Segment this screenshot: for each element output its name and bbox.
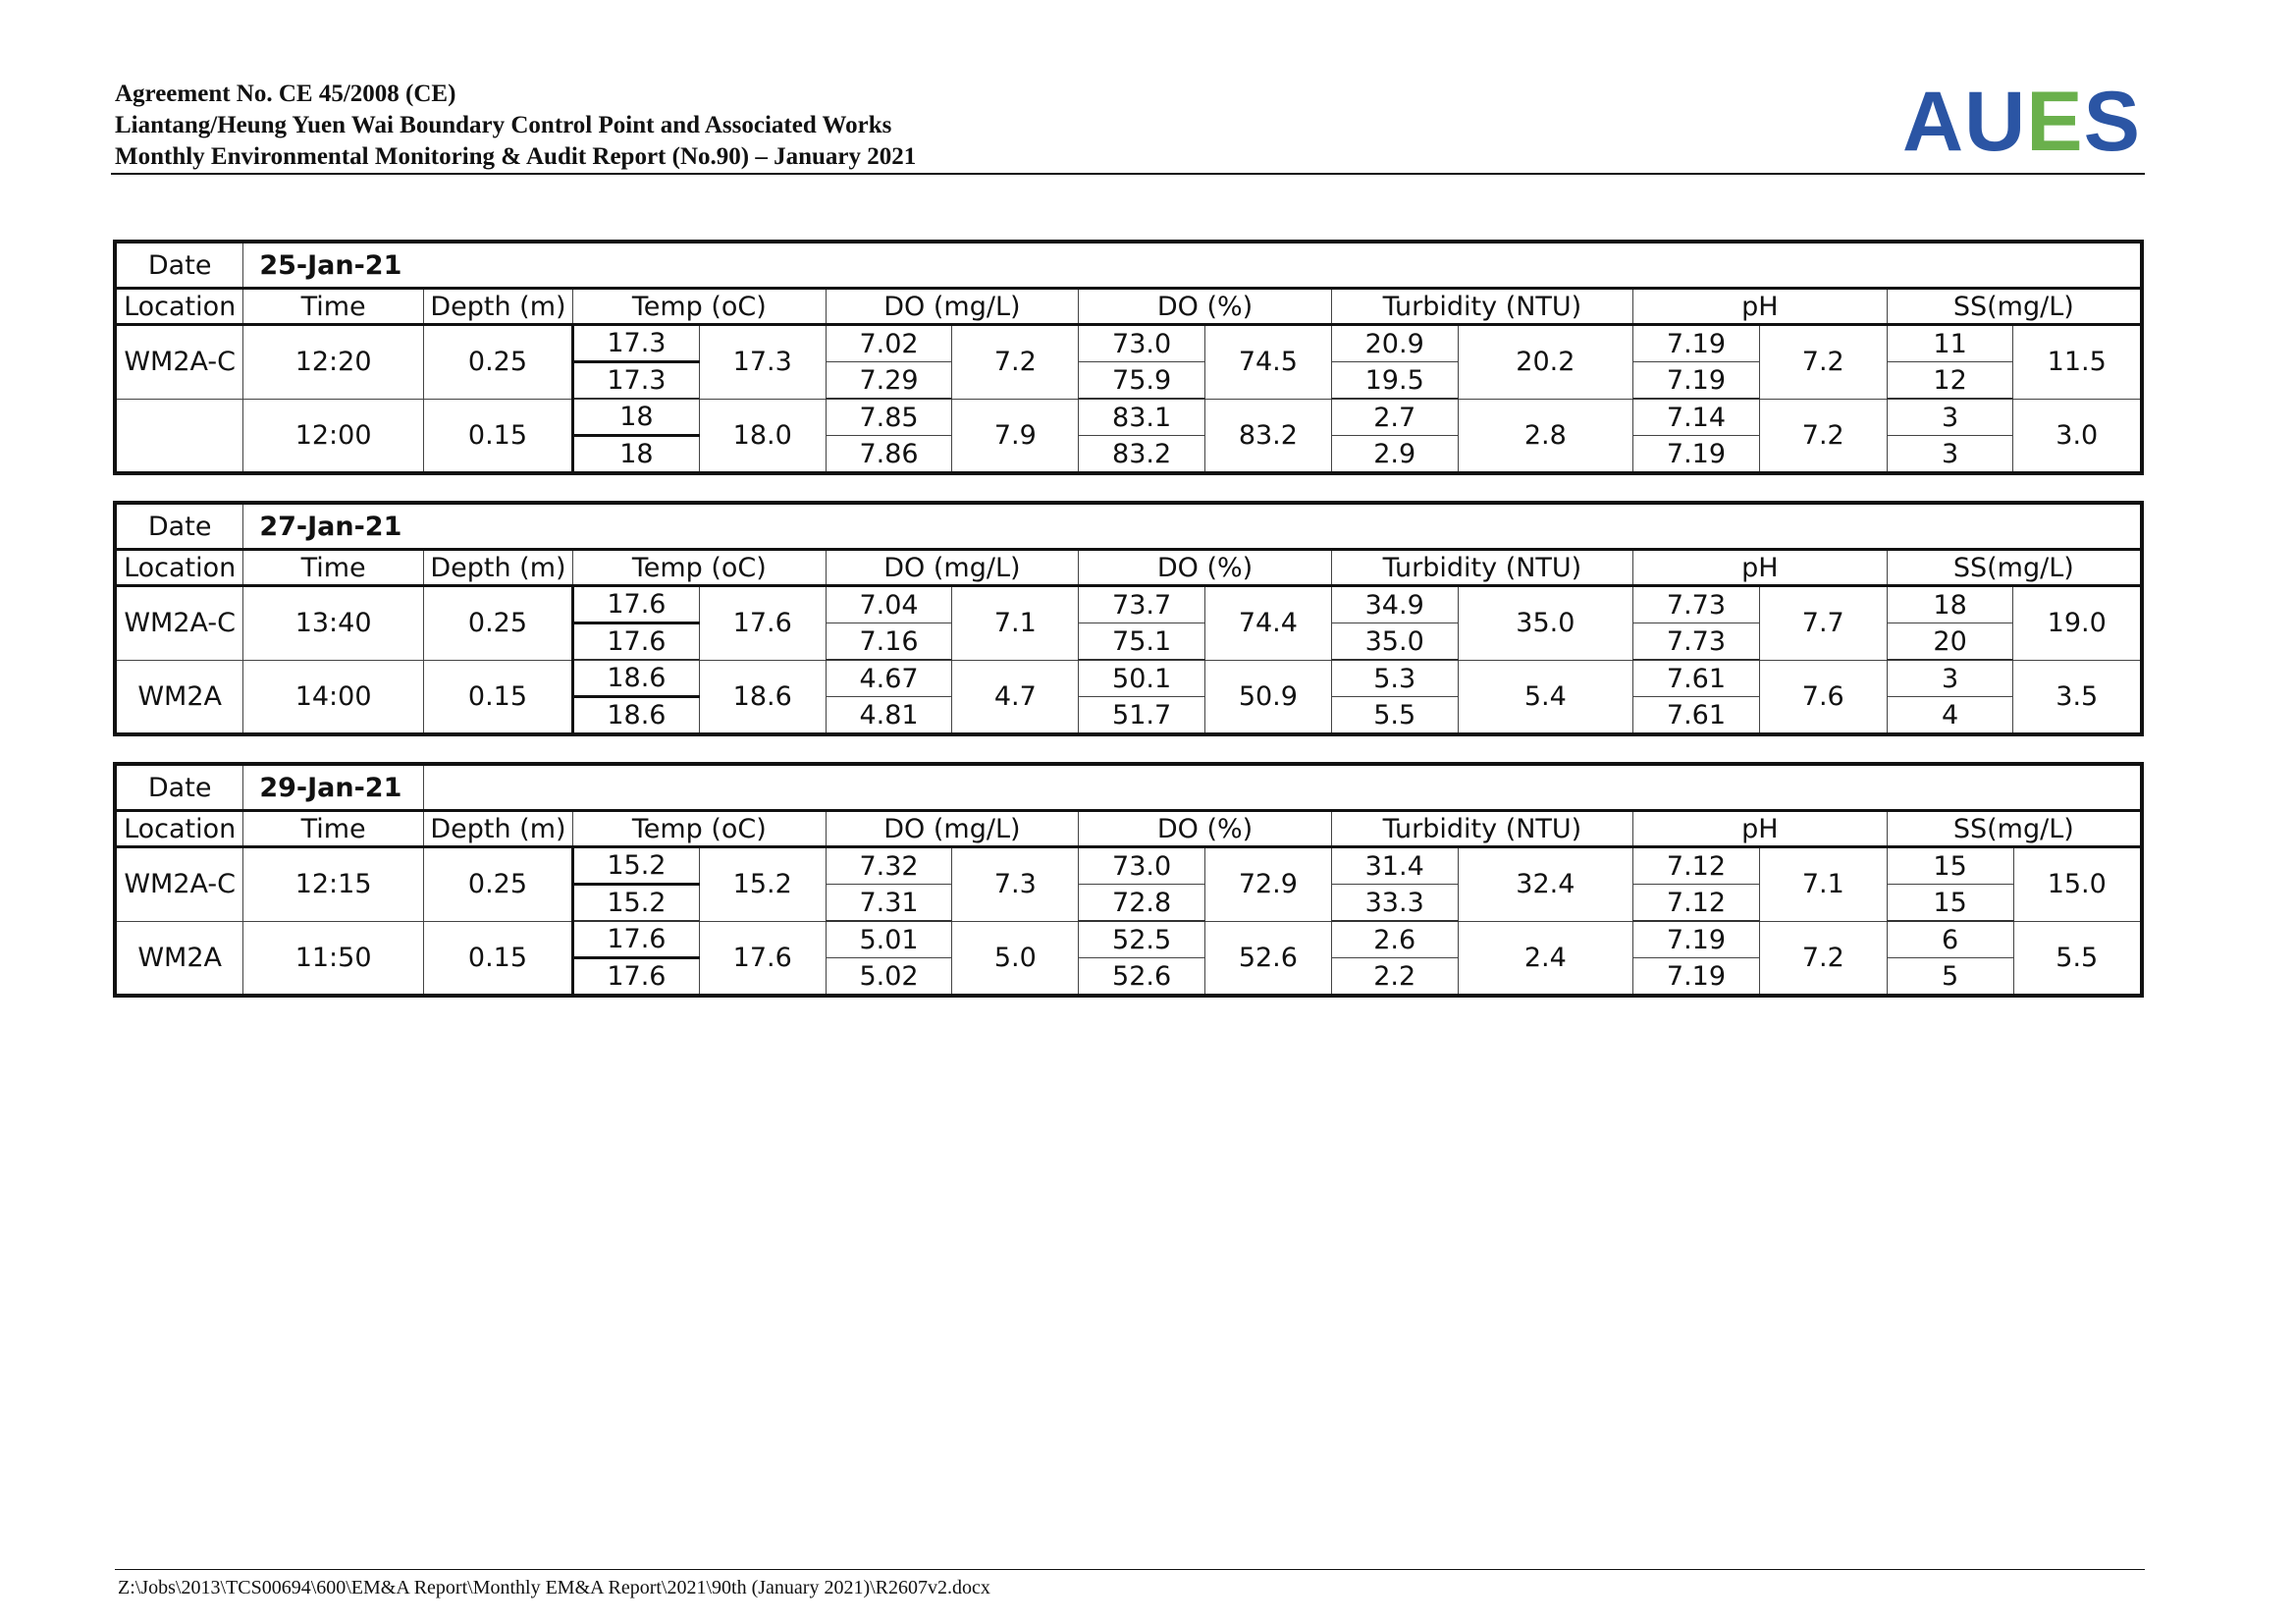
temp-reading-2: 17.6 [573,623,700,661]
ph-reading-2: 7.12 [1633,885,1760,922]
ss-average: 11.5 [2013,325,2142,400]
col-header-ph: pH [1633,550,1888,586]
table-row [115,660,2142,697]
turbidity-average: 32.4 [1458,847,1633,922]
ss-reading-1: 3 [1887,660,2013,697]
do_mgl-average: 7.2 [952,325,1079,400]
water-quality-table [113,240,2144,475]
depth-cell: 0.15 [423,399,572,473]
table-row [115,921,2142,958]
ss-reading-1: 18 [1887,586,2013,623]
col-header-turbidity: Turbidity (NTU) [1331,289,1632,325]
col-header-time: Time [243,550,424,586]
do_mgl-reading-1: 7.02 [826,325,952,362]
ss-reading-2: 20 [1887,623,2013,661]
turbidity-reading-1: 20.9 [1331,325,1458,362]
table-row [115,399,2142,436]
temp-reading-2: 17.6 [573,958,700,997]
do_mgl-average: 7.1 [952,586,1079,661]
do_mgl-reading-2: 7.86 [826,436,952,474]
turbidity-reading-2: 35.0 [1331,623,1458,661]
depth-cell: 0.25 [423,847,572,922]
turbidity-reading-2: 2.2 [1331,958,1458,997]
temp-average: 18.0 [699,399,826,473]
date-label: Date [115,242,243,289]
temp-average: 17.6 [699,921,826,996]
date-value: 29-Jan-21 [243,764,424,811]
depth-cell: 0.15 [423,921,572,996]
time-cell: 13:40 [243,586,424,661]
project-line: Liantang/Heung Yuen Wai Boundary Control Point and Associated Works [115,112,892,138]
ph-average: 7.6 [1759,660,1887,734]
aues-logo: AUES [1902,75,2141,169]
temp-reading-2: 17.3 [573,362,700,400]
do_pct-reading-1: 52.5 [1079,921,1205,958]
water-quality-table [113,501,2144,736]
ss-reading-1: 11 [1887,325,2013,362]
ph-reading-1: 7.12 [1633,847,1760,885]
ph-reading-1: 7.14 [1633,399,1760,436]
ph-average: 7.7 [1759,586,1887,661]
turbidity-average: 20.2 [1458,325,1632,400]
location-cell: WM2A-C [115,847,243,922]
location-cell: WM2A [115,660,243,734]
turbidity-reading-1: 2.7 [1331,399,1458,436]
turbidity-reading-2: 5.5 [1331,697,1458,735]
time-cell: 12:00 [243,399,424,473]
do_mgl-average: 5.0 [952,921,1079,996]
ph-average: 7.2 [1759,921,1887,996]
table-row [115,847,2142,885]
do_mgl-reading-2: 5.02 [826,958,952,997]
do_pct-reading-2: 75.1 [1079,623,1205,661]
ss-reading-1: 6 [1887,921,2013,958]
ss-average: 19.0 [2013,586,2142,661]
ss-reading-2: 5 [1887,958,2013,997]
water-quality-table [113,762,2144,998]
do_pct-reading-2: 75.9 [1079,362,1205,400]
col-header-depth: Depth (m) [423,811,572,847]
date-label: Date [115,764,243,811]
temp-reading-2: 18.6 [573,697,700,735]
col-header-ss: SS(mg/L) [1887,811,2142,847]
time-cell: 12:15 [243,847,424,922]
do_pct-reading-1: 73.0 [1079,847,1205,885]
agreement-line: Agreement No. CE 45/2008 (CE) [115,81,456,107]
col-header-do-mgl: DO (mg/L) [826,550,1079,586]
do_mgl-average: 7.3 [952,847,1079,922]
date-row-blank [423,764,2142,811]
col-header-temp: Temp (oC) [573,811,827,847]
col-header-turbidity: Turbidity (NTU) [1331,550,1632,586]
do_pct-reading-2: 51.7 [1079,697,1205,735]
temp-reading-2: 15.2 [573,885,700,922]
ss-reading-2: 4 [1887,697,2013,735]
col-header-ss: SS(mg/L) [1887,289,2142,325]
ph-reading-1: 7.61 [1633,660,1760,697]
ss-reading-2: 12 [1887,362,2013,400]
col-header-do-pct: DO (%) [1079,811,1332,847]
turbidity-reading-1: 5.3 [1331,660,1458,697]
ph-reading-2: 7.19 [1633,362,1760,400]
date-value: 25-Jan-21 [243,242,2142,289]
do_pct-average: 72.9 [1205,847,1332,922]
do_mgl-reading-1: 7.04 [826,586,952,623]
turbidity-reading-1: 34.9 [1331,586,1458,623]
do_pct-reading-1: 50.1 [1079,660,1205,697]
ph-reading-1: 7.19 [1633,325,1760,362]
turbidity-reading-1: 31.4 [1331,847,1458,885]
do_pct-reading-2: 83.2 [1079,436,1205,474]
do_pct-average: 74.5 [1205,325,1332,400]
col-header-do-mgl: DO (mg/L) [826,811,1079,847]
do_mgl-reading-1: 5.01 [826,921,952,958]
temp-average: 15.2 [699,847,826,922]
ss-reading-1: 3 [1887,399,2013,436]
depth-cell: 0.15 [423,660,572,734]
ph-reading-2: 7.19 [1633,958,1760,997]
do_pct-average: 50.9 [1205,660,1332,734]
col-header-ph: pH [1633,811,1888,847]
temp-reading-1: 17.3 [573,325,700,362]
location-cell: WM2A-C [115,586,243,661]
do_mgl-reading-1: 7.32 [826,847,952,885]
turbidity-average: 2.8 [1458,399,1632,473]
time-cell: 12:20 [243,325,424,400]
do_pct-reading-1: 73.0 [1079,325,1205,362]
col-header-temp: Temp (oC) [573,289,827,325]
do_pct-reading-2: 72.8 [1079,885,1205,922]
turbidity-average: 35.0 [1458,586,1632,661]
turbidity-reading-2: 19.5 [1331,362,1458,400]
do_pct-reading-1: 83.1 [1079,399,1205,436]
temp-reading-1: 15.2 [573,847,700,885]
col-header-location: Location [115,811,243,847]
turbidity-reading-1: 2.6 [1331,921,1458,958]
do_mgl-average: 7.9 [952,399,1079,473]
turbidity-reading-2: 33.3 [1331,885,1458,922]
date-label: Date [115,503,243,550]
depth-cell: 0.25 [423,325,572,400]
turbidity-average: 2.4 [1458,921,1633,996]
ph-reading-2: 7.61 [1633,697,1760,735]
ss-average: 3.0 [2013,399,2142,473]
ph-reading-1: 7.73 [1633,586,1760,623]
col-header-time: Time [243,811,424,847]
do_pct-reading-2: 52.6 [1079,958,1205,997]
header-divider [111,173,2145,175]
ss-average: 15.0 [2013,847,2142,922]
time-cell: 14:00 [243,660,424,734]
ph-average: 7.2 [1759,325,1887,400]
temp-reading-1: 18 [573,399,700,436]
temp-reading-1: 17.6 [573,921,700,958]
col-header-time: Time [243,289,424,325]
do_mgl-reading-2: 4.81 [826,697,952,735]
ss-average: 3.5 [2013,660,2142,734]
temp-average: 17.3 [699,325,826,400]
temp-average: 18.6 [699,660,826,734]
temp-reading-1: 18.6 [573,660,700,697]
do_pct-average: 83.2 [1205,399,1332,473]
temp-reading-1: 17.6 [573,586,700,623]
col-header-depth: Depth (m) [423,289,572,325]
do_pct-average: 74.4 [1205,586,1332,661]
report-title-line: Monthly Environmental Monitoring & Audit Report (No.90) – January 2021 [115,143,917,170]
turbidity-average: 5.4 [1458,660,1632,734]
turbidity-reading-2: 2.9 [1331,436,1458,474]
ss-average: 5.5 [2013,921,2142,996]
location-cell: WM2A-C [115,325,243,400]
ss-reading-2: 3 [1887,436,2013,474]
col-header-do-pct: DO (%) [1079,550,1332,586]
col-header-ss: SS(mg/L) [1887,550,2142,586]
ph-reading-1: 7.19 [1633,921,1760,958]
do_mgl-reading-2: 7.29 [826,362,952,400]
location-cell [115,399,243,473]
date-value: 27-Jan-21 [243,503,2142,550]
col-header-depth: Depth (m) [423,550,572,586]
col-header-do-mgl: DO (mg/L) [826,289,1079,325]
ph-reading-2: 7.73 [1633,623,1760,661]
do_mgl-reading-2: 7.31 [826,885,952,922]
col-header-location: Location [115,289,243,325]
table-row [115,586,2142,623]
col-header-temp: Temp (oC) [573,550,827,586]
depth-cell: 0.25 [423,586,572,661]
ss-reading-2: 15 [1887,885,2013,922]
file-path-footer: Z:\Jobs\2013\TCS00694\600\EM&A Report\Monthly EM&A Report\2021\90th (January 2021)\R2607v2.docx [118,1577,990,1598]
col-header-turbidity: Turbidity (NTU) [1331,811,1632,847]
do_pct-reading-1: 73.7 [1079,586,1205,623]
ph-reading-2: 7.19 [1633,436,1760,474]
do_mgl-average: 4.7 [952,660,1079,734]
temp-reading-2: 18 [573,436,700,474]
ss-reading-1: 15 [1887,847,2013,885]
table-row [115,325,2142,362]
col-header-ph: pH [1633,289,1888,325]
ph-average: 7.2 [1759,399,1887,473]
do_mgl-reading-2: 7.16 [826,623,952,661]
time-cell: 11:50 [243,921,424,996]
location-cell: WM2A [115,921,243,996]
do_pct-average: 52.6 [1205,921,1332,996]
col-header-location: Location [115,550,243,586]
ph-average: 7.1 [1759,847,1887,922]
col-header-do-pct: DO (%) [1079,289,1332,325]
do_mgl-reading-1: 4.67 [826,660,952,697]
footer-divider [115,1569,2145,1570]
do_mgl-reading-1: 7.85 [826,399,952,436]
report-header [115,79,916,173]
temp-average: 17.6 [699,586,826,661]
